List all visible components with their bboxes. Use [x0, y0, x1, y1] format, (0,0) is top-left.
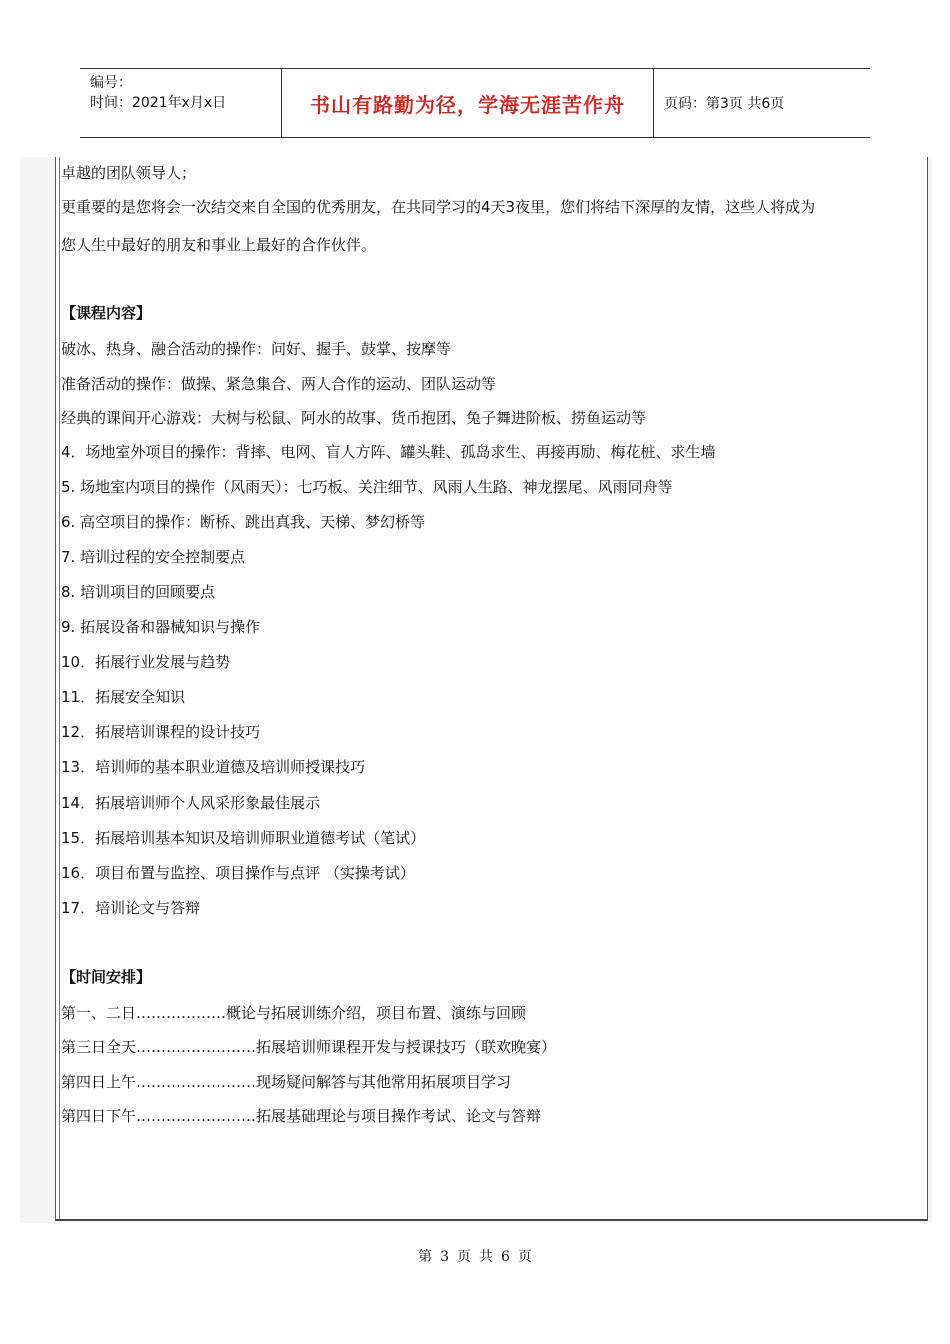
- document-date: 时间：2021年x月x日: [90, 95, 227, 111]
- page-footer: [0, 1246, 950, 1266]
- course-item: 9. 拓展设备和器械知识与操作: [61, 618, 261, 636]
- course-item: 6. 高空项目的操作：断桥、跳出真我、天梯、梦幻桥等: [61, 513, 426, 531]
- course-item: 14．拓展培训师个人风采形象最佳展示: [61, 794, 321, 812]
- frame-divider: [59, 157, 60, 1219]
- footer-ye: 页: [457, 1249, 471, 1265]
- course-item: 15．拓展培训基本知识及培训师职业道德考试（笔试）: [61, 829, 426, 847]
- course-item: 16．项目布置与监控、项目操作与点评 （实操考试）: [61, 864, 415, 882]
- course-item: 7. 培训过程的安全控制要点: [61, 548, 246, 566]
- course-item: 17．培训论文与答辩: [61, 899, 201, 917]
- intro-line: 您人生中最好的朋友和事业上最好的合作伙伴。: [61, 236, 377, 254]
- footer-gong: 共: [479, 1249, 493, 1265]
- document-number-label: 编号：: [90, 75, 132, 91]
- schedule-section-title: 【时间安排】: [61, 968, 152, 986]
- course-item: 10．拓展行业发展与趋势: [61, 653, 231, 671]
- footer-total-pages: 6: [501, 1249, 510, 1265]
- intro-line: 更重要的是您将会一次结交来自全国的优秀朋友，在共同学习的4天3夜里，您们将结下深厚的友情，这些人将成为: [61, 198, 816, 216]
- schedule-item: 第四日上午……………………现场疑问解答与其他常用拓展项目学习: [61, 1073, 512, 1091]
- course-section-title: 【课程内容】: [61, 304, 152, 322]
- course-item: 破冰、热身、融合活动的操作：问好、握手、鼓掌、按摩等: [61, 340, 452, 358]
- schedule-item: 第四日下午……………………拓展基础理论与项目操作考试、论文与答辩: [61, 1107, 542, 1125]
- course-item: 经典的课间开心游戏：大树与松鼠、阿水的故事、货币抱团、兔子舞进阶板、捞鱼运动等: [61, 409, 647, 427]
- motto-text: 书山有路勤为径，学海无涯苦作舟: [310, 92, 625, 117]
- schedule-item: 第一、二日………………概论与拓展训练介绍，项目布置、演练与回顾: [61, 1004, 527, 1022]
- footer-ye: 页: [517, 1249, 532, 1265]
- header-meta: [80, 69, 282, 137]
- course-item: 8. 培训项目的回顾要点: [61, 583, 216, 601]
- intro-line: 卓越的团队领导人；: [61, 164, 197, 182]
- page-header: [80, 68, 870, 138]
- course-item: 11．拓展安全知识: [61, 688, 186, 706]
- page-number-label: 页码：第3页 共6页: [664, 96, 785, 112]
- course-item: 准备活动的操作：做操、紧急集合、两人合作的运动、团队运动等: [61, 375, 497, 393]
- schedule-item: 第三日全天……………………拓展培训师课程开发与授课技巧（联欢晚宴）: [61, 1038, 557, 1056]
- course-item: 13．培训师的基本职业道德及培训师授课技巧: [61, 758, 366, 776]
- header-page-cell: [654, 69, 870, 137]
- footer-current-page: 3: [440, 1249, 449, 1265]
- content-frame: [55, 157, 928, 1221]
- course-item: 5. 场地室内项目的操作（风雨天）：七巧板、关注细节、风雨人生路、神龙摆尾、风雨同舟等: [61, 478, 673, 496]
- header-motto-cell: [282, 69, 654, 137]
- footer-di: 第: [418, 1249, 433, 1265]
- course-item: 12．拓展培训课程的设计技巧: [61, 723, 261, 741]
- course-item: 4．场地室外项目的操作：背摔、电网、盲人方阵、罐头鞋、孤岛求生、再接再励、梅花桩、求生墙: [61, 443, 716, 461]
